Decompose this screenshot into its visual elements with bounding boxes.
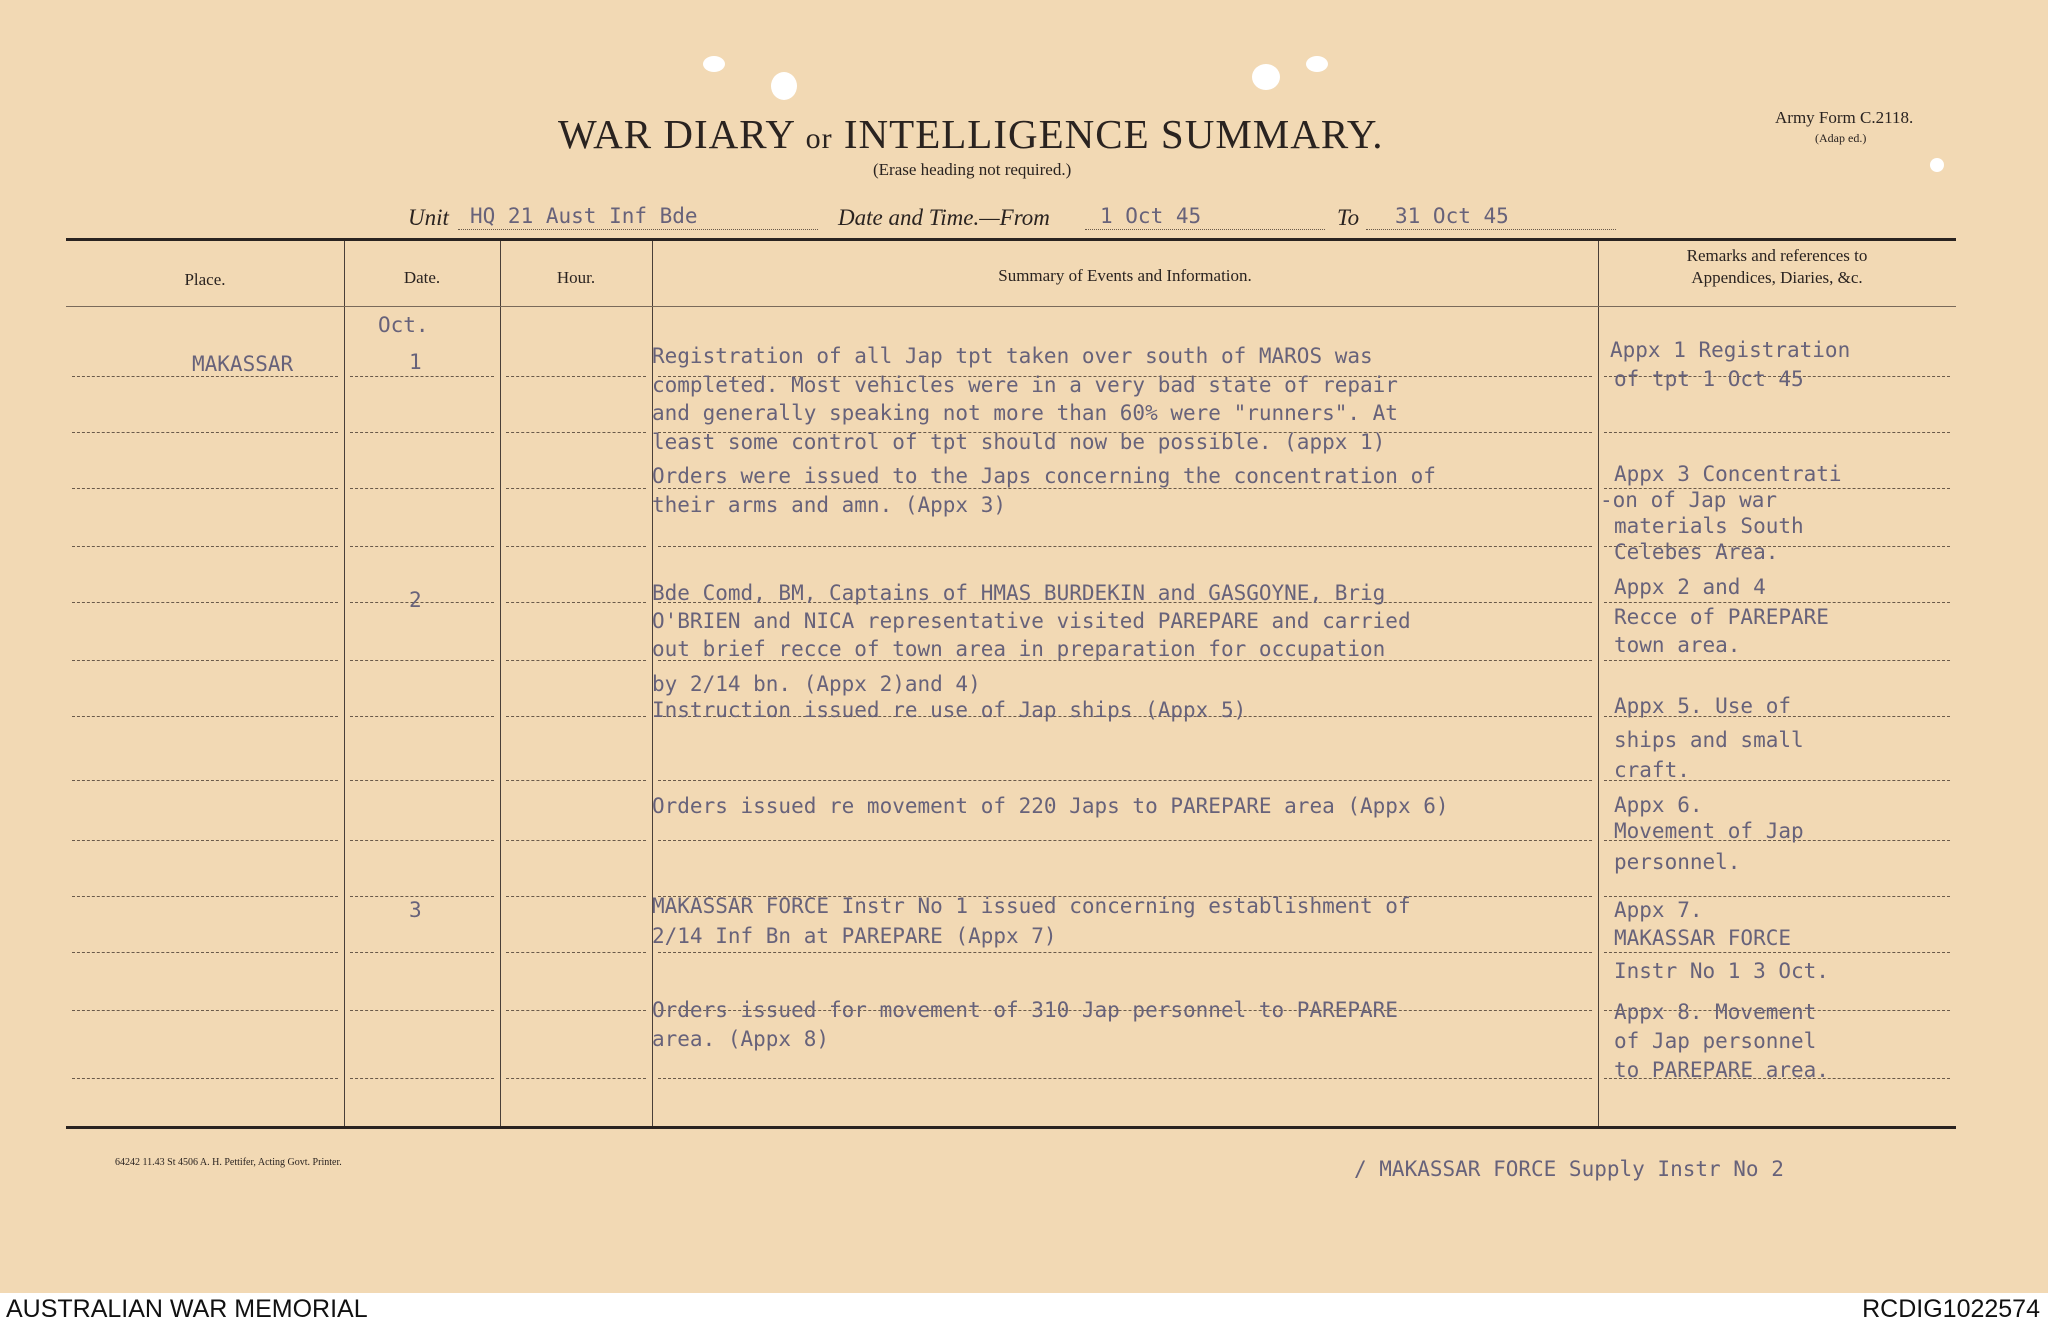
ruled-line xyxy=(506,1010,646,1011)
title-or: or xyxy=(805,122,833,155)
summary-line: Registration of all Jap tpt taken over south of MAROS was xyxy=(652,344,1373,368)
remarks-line: Appx 1 Registration xyxy=(1610,338,1851,362)
header-date: Date. xyxy=(403,268,441,287)
remarks-line: personnel. xyxy=(1614,850,1741,874)
summary-line: Orders were issued to the Japs concerning the concentration of xyxy=(652,464,1436,488)
ruled-line xyxy=(1604,660,1950,661)
ruled-line xyxy=(350,1078,494,1079)
ruled-line xyxy=(72,660,338,661)
summary-line: least some control of tpt should now be possible. (appx 1) xyxy=(652,430,1386,454)
bottom-note: / MAKASSAR FORCE Supply Instr No 2 xyxy=(1354,1157,1784,1181)
ruled-line xyxy=(506,780,646,781)
ruled-line xyxy=(72,1078,338,1079)
ruled-line xyxy=(350,716,494,717)
summary-line: MAKASSAR FORCE Instr No 1 issued concerning establishment of xyxy=(652,894,1411,918)
table-bottom-rule xyxy=(66,1126,1956,1129)
remarks-line: Appx 7. xyxy=(1614,898,1703,922)
ruled-line xyxy=(658,840,1592,841)
erase-note: (Erase heading not required.) xyxy=(873,160,1072,179)
header-summary: Summary of Events and Information. xyxy=(998,266,1252,285)
ruled-line xyxy=(72,1010,338,1011)
ruled-line xyxy=(72,716,338,717)
to-underline xyxy=(1366,229,1616,230)
punch-hole xyxy=(1252,64,1280,90)
ruled-line xyxy=(506,602,646,603)
ruled-line xyxy=(506,840,646,841)
date-to-label: To xyxy=(1337,205,1360,230)
remarks-line: to PAREPARE area. xyxy=(1614,1058,1829,1082)
ruled-line xyxy=(350,660,494,661)
header-hour: Hour. xyxy=(556,268,596,287)
ruled-line xyxy=(72,376,338,377)
date-to-value: 31 Oct 45 xyxy=(1395,204,1509,228)
printer-imprint: 64242 11.43 St 4506 A. H. Pettifer, Acting Govt. Printer. xyxy=(115,1157,342,1168)
ruled-line xyxy=(72,546,338,547)
ruled-line xyxy=(506,1078,646,1079)
header-remarks-1: Remarks and references to xyxy=(1686,246,1868,265)
ruled-line xyxy=(1604,432,1950,433)
summary-line: and generally speaking not more than 60% were "runners". At xyxy=(652,401,1398,425)
unit-label: Unit xyxy=(408,205,449,230)
ruled-line xyxy=(658,546,1592,547)
date-entry: 3 xyxy=(409,898,422,922)
title-main: WAR DIARY xyxy=(558,111,795,157)
archive-footer xyxy=(0,1293,2048,1328)
from-underline xyxy=(1085,229,1325,230)
ruled-line xyxy=(658,780,1592,781)
ruled-line xyxy=(506,488,646,489)
date-entry: 1 xyxy=(409,350,422,374)
remarks-line: Appx 2 and 4 xyxy=(1614,575,1766,599)
place-entry: MAKASSAR xyxy=(192,352,294,376)
form-title xyxy=(558,110,1384,158)
remarks-line: Appx 8. Movement xyxy=(1614,1000,1817,1024)
ruled-line xyxy=(506,896,646,897)
ruled-line xyxy=(350,780,494,781)
summary-line: Bde Comd, BM, Captains of HMAS BURDEKIN and GASGOYNE, Brig xyxy=(652,581,1386,605)
column-divider xyxy=(1598,241,1599,1126)
footer-source: AUSTRALIAN WAR MEMORIAL xyxy=(6,1295,368,1323)
ruled-line xyxy=(350,840,494,841)
header-remarks-2: Appendices, Diaries, &c. xyxy=(1691,268,1863,287)
summary-line: area. (Appx 8) xyxy=(652,1027,830,1051)
summary-line: O'BRIEN and NICA representative visited PAREPARE and carried xyxy=(652,609,1411,633)
header-place: Place. xyxy=(184,270,226,289)
ruled-line xyxy=(72,840,338,841)
punch-hole xyxy=(1306,56,1328,72)
punch-hole xyxy=(771,72,797,100)
summary-line: out brief recce of town area in preparation for occupation xyxy=(652,637,1386,661)
ruled-line xyxy=(72,952,338,953)
remarks-line: Movement of Jap xyxy=(1614,819,1804,843)
summary-line: 2/14 Inf Bn at PAREPARE (Appx 7) xyxy=(652,924,1057,948)
ruled-line xyxy=(1604,602,1950,603)
summary-line: Orders issued for movement of 310 Jap personnel to PAREPARE xyxy=(652,998,1398,1022)
ruled-line xyxy=(350,432,494,433)
remarks-line: materials South xyxy=(1614,514,1804,538)
remarks-line: Celebes Area. xyxy=(1614,540,1779,564)
ruled-line xyxy=(506,716,646,717)
adap-note: (Adap ed.) xyxy=(1815,131,1867,145)
ruled-line xyxy=(506,432,646,433)
ruled-line xyxy=(506,376,646,377)
remarks-line: town area. xyxy=(1614,633,1741,657)
date-month: Oct. xyxy=(378,313,429,337)
ruled-line xyxy=(350,952,494,953)
ruled-line xyxy=(72,896,338,897)
ruled-line xyxy=(350,376,494,377)
summary-line: Orders issued re movement of 220 Japs to PAREPARE area (Appx 6) xyxy=(652,794,1449,818)
header-underline xyxy=(66,306,1956,307)
date-from-value: 1 Oct 45 xyxy=(1100,204,1202,228)
ruled-line xyxy=(1604,896,1950,897)
ruled-line xyxy=(72,488,338,489)
ruled-line xyxy=(658,488,1592,489)
unit-value: HQ 21 Aust Inf Bde xyxy=(470,204,698,228)
remarks-line: of tpt 1 Oct 45 xyxy=(1614,367,1804,391)
ruled-line xyxy=(72,780,338,781)
remarks-line: MAKASSAR FORCE xyxy=(1614,926,1792,950)
summary-line: their arms and amn. (Appx 3) xyxy=(652,493,1007,517)
remarks-line: Instr No 1 3 Oct. xyxy=(1614,959,1829,983)
summary-line: completed. Most vehicles were in a very bad state of repair xyxy=(652,373,1398,397)
ruled-line xyxy=(72,602,338,603)
ruled-line xyxy=(72,432,338,433)
table-top-rule xyxy=(66,238,1956,241)
ruled-line xyxy=(506,952,646,953)
remarks-line: Recce of PAREPARE xyxy=(1614,605,1829,629)
ruled-line xyxy=(506,546,646,547)
column-divider xyxy=(500,241,501,1126)
ruled-line xyxy=(350,546,494,547)
remarks-line: of Jap personnel xyxy=(1614,1029,1817,1053)
summary-line: by 2/14 bn. (Appx 2)and 4) xyxy=(652,672,981,696)
remarks-line: craft. xyxy=(1614,758,1690,782)
ruled-line xyxy=(350,602,494,603)
remarks-line: Appx 6. xyxy=(1614,793,1703,817)
summary-line: Instruction issued re use of Jap ships (Appx 5) xyxy=(652,698,1247,722)
title-rest: INTELLIGENCE SUMMARY. xyxy=(843,111,1384,157)
remarks-line: Appx 3 Concentrati xyxy=(1614,462,1842,486)
column-divider xyxy=(344,241,345,1126)
ruled-line xyxy=(350,1010,494,1011)
ruled-line xyxy=(350,896,494,897)
remarks-line: Appx 5. Use of xyxy=(1614,694,1792,718)
ruled-line xyxy=(658,952,1592,953)
unit-underline xyxy=(458,229,818,230)
date-entry: 2 xyxy=(409,588,422,612)
ruled-line xyxy=(506,660,646,661)
ruled-line xyxy=(658,1078,1592,1079)
punch-hole xyxy=(703,56,725,72)
punch-hole xyxy=(1930,158,1944,172)
date-from-label: Date and Time.—From xyxy=(838,205,1050,230)
footer-record-id: RCDIG1022574 xyxy=(1862,1295,2040,1323)
ruled-line xyxy=(350,488,494,489)
remarks-line: -on of Jap war xyxy=(1600,488,1778,512)
army-form-number: Army Form C.2118. xyxy=(1775,108,1914,127)
remarks-line: ships and small xyxy=(1614,728,1804,752)
ruled-line xyxy=(1604,952,1950,953)
